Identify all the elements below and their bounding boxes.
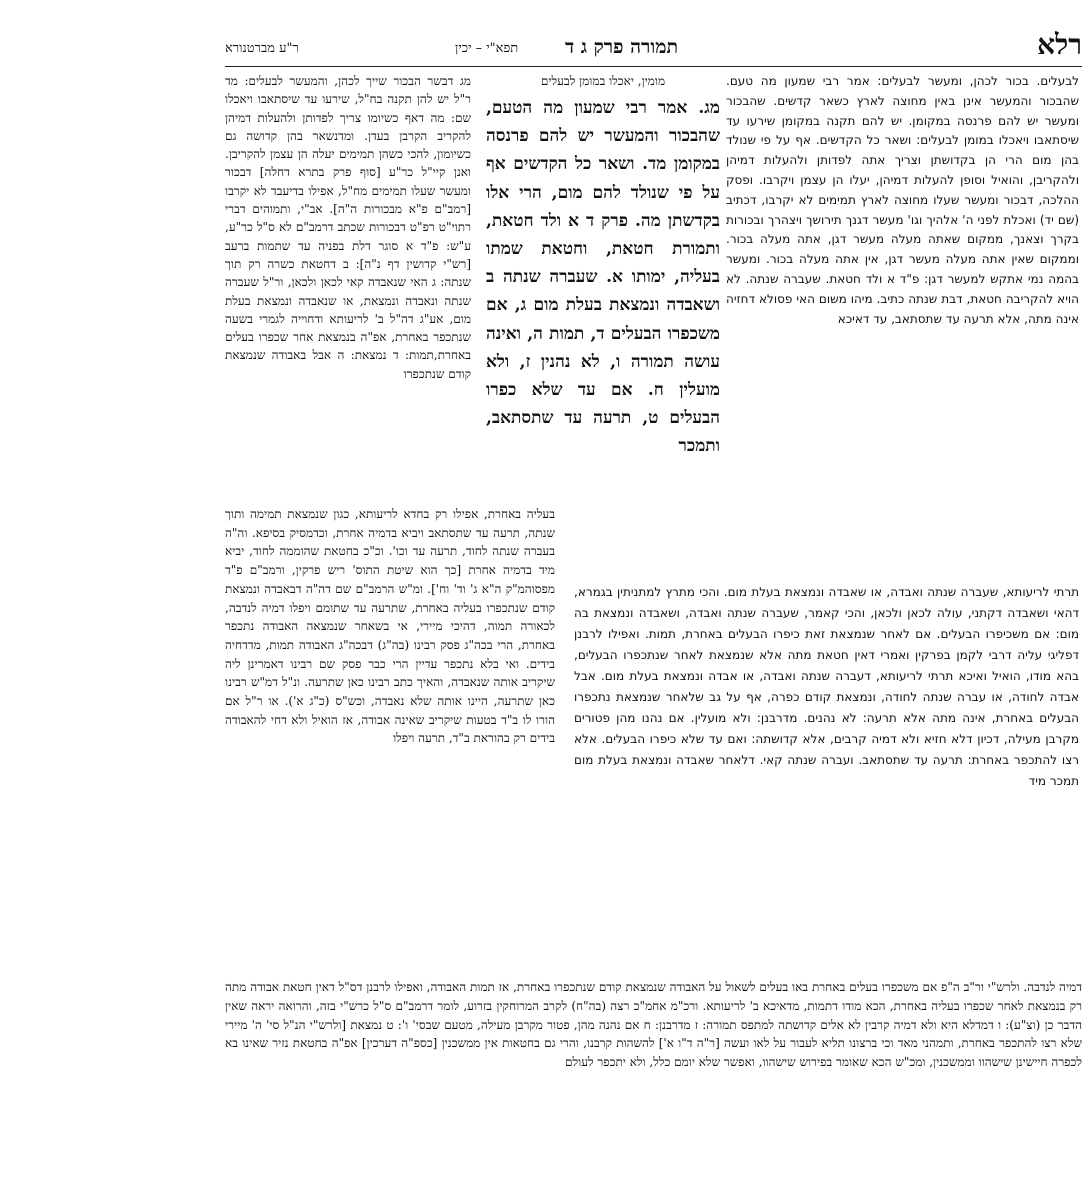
bartenura-continuation-text: תרתי לריעותא, שעברה שנתה ואבדה, או שאבדה ונמצאת בעלת מום. והכי מתרץ למתניתין בגמרא, דהאי ושאבדה דקתני, עולה לכאן ולכאן, והכי קאמר, שעברה שנתה ואבדה, ושאבדה ונמצאת בה מום: אם משכיפרו הבעלים. אם לאחר שנמצאת זאת כיפרו הבעלים באחרת, תמות. ואפילו לרבנן דפליגי עליה דרבי לקמן בפרקין ואמרי דאין חטאת מתה אלא שנמצאת לאחר שנתכפרו הבעלים, בהא מודו, הואיל ואיכא תרתי לריעותא, דעברה שנתה ואבדה, או אבדה ונמצאת בעלת מום. אבל אבדה לחודה, או עברה שנתה לחודה, ונמצאת קודם כפרה, אף על גב שלאחר שנמצאת נתכפרו הבעלים באחרת, אינה מתה אלא תרעה: לא נהנים. מדרבנן: ולא מועלין. אם נהנו מהן פטורים מקרבן מעילה, דכיון דלא חזיא ולא דמיה קרבים, אלא קדושתה: ואם עד שלא כיפרו הבעלים. אלא רצו להתכפר באחרת: תרעה עד שתסתאב. ועברה שנתה קאי. דלאחר שאבדה ונמצאת בעלת מום תמכר מיד [574,585,1079,788]
page-header [225,28,1082,64]
commentator-label: ר"ע מברטנורא [225,41,299,56]
page-number: רלא [1037,28,1082,61]
bottom-commentary-text: דמיה לנדבה. ולרש"י ור"ב ה"פ אם משכפרו בעלים באחרת באו בעלים לשאול על האבודה שנמצאת קודם שנתכפרו באחרת, אז תמות האבודה, ואפילו לרבנן דס"ל דאין חטאת אבודה מתה רק בנמצאת לאחר שכפרו בעליה באחרת, הכא מודו דתמות, מדאיכא ב' לריעותא. ורכ"מ אחמ"כ רצה (בה"ח) לקרב המרוחקין בזרוע, לומר דרמב"ם ס"ל כרש"י בזה, והרואה יראה שאין הדבר כן (וצ"ע): ו דמדלא היא ולא דמיה קרבין לא אלים קדושתה למתפס תמורה: ז מדרבנן: ח אם נהנה מהן, פטור מקרבן מעילה, מטעם שבסי' ו': ט נמצאת [ולרש"י הנ"ל סי' ה' מיירי שלא רצו להתכפר באחרת, ותמהני מאד וכי ברצונו תליא לעבור על לאו ועשה [ר"ה ד"ו א'] להשהות קרבנו, והרי גם בחטאות אין ממשכנין [כספ"ה דערכין] אפ"ה בחטאת נזיר שאינו בא לכפרה חיישינן שישהוו וממשכנין, ומכ"ש הכא שאומר בפירוש שישהוו, ואפשר שלא יומם כלל, ולא יתכפר לעולם [225,980,1082,1070]
tractate-chapter-title: תמורה פרק ג ד [565,36,679,58]
mishnah-text: מג. אמר רבי שמעון מה הטעם, שהבכור והמעשר יש להם פרנסה במקומן מד. ושאר כל הקדשים אף על פי שנולד להם מום, הרי אלו בקדשתן מה. פרק ד א ולד חטאת, ותמורת חטאת, וחטאת שמתו בעליה, ימותו א. שעברה שנתה ב ושאבדה ונמצאת בעלת מום ג, אם משכפרו הבעלים ד, תמות ה, ואינה עושה תמורה ו, לא נהנין ז, ולא מועלין ח. אם עד שלא כפרו הבעלים ט, תרעה עד שתסתאב, ותמכר [486,98,720,457]
tifereth-text: מג דבשר הבכור שייך לכהן, והמעשר לבעלים: מד ר"ל יש להן תקנה בח"ל, שירעו עד שיסתאבו ויאכלו שם: מה דאף כשיומו צריך לפדותן ולהעלות דמיהן להקריב הקרבן בעדן. ומדנשאר בהן קדושה גם כשיומון, להכי כשהן תמימים יעלה הן עצמן להקריבן. ואנן קיי"ל כר"ע [סוף פרק בתרא דחלה] דבכור ומעשר שעלו תמימים מח"ל, אפילו בדיעבד לא יקרבו [רמב"ם פ"א מבכורות ה"ה]. אב"י, ותמוהים דברי רתוי"ט רפ"ט דבכורות שכתב דרמב"ם לא ס"ל כר"ע, ע"ש: פ"ד א סוגר דלת בפניה עד שתמות ברעב [רש"י קדושין דף נ"ה]: ב דחטאת כשרה רק תוך שנתה: ג האי שנאבדה קאי לכאן ולכאן, ור"ל שעברה שנתה ונאבדה ונמצאת, או שנאבדה ונמצאת בעלת מום, אע"ג דה"ל ב' לריעותא ודחוייה לגמרי בשעה שנתכפר באחרת, אפ"ה בנמצאת אחר שכפרו בעלים באחרת,תמות: ד נמצאת: ה אבל באבודה שנמצאת קודם שנתכפרו [225,74,471,381]
tifereth-continuation-text: בעליה באחרת, אפילו רק בחדא לריעותא, כגון שנמצאת תמימה ותוך שנתה, תרעה עד שתסתאב ויביא בדמיה אחרת, וכדמסיק בסיפא. וה"ה בעברה שנתה לחוד, תרעה עד וכו'. וכ"כ בחטאת שהוממה לחוד, יביא מיד בדמיה אחרת [כך הוא שיטת התוס' ריש פרקין, ורמב"ם פ"ד מפסוהמ"ק ה"א ג' וד' וח']. ומ"ש הרמב"ם שם דה"ה דבאבדה ונמצאת קודם שנתכפרו בעליה באחרת, שתרעה עד שתומם ויפלו דמיה לנדבה, לכאורה תמוה, דהיכי מיירי, אי בשאחר שנמצאה האבודה נתכפר באחרת, הרי בכה"ג פסק רבינו (בה"ג) דבכה"ג האבודה תמות, מדדחיה בידים. ואי בלא נתכפר עדיין הרי כבר פסק שם רבינו דאמרינן ליה שיקריב אותה שנאבדה, והאיך כתב רבינו כאן שתרעה. ונ"ל דמ"ש רבינו כאן שתרעה, היינו אותה שלא נאבדה, וכש"ס (כ"ג א'). או ר"ל אם הורו לו ב"ד בטעות שיקריב שאינה אבודה, אז הואיל ולא דחי להאבודה בידים רק בהוראת ב"ד, תרעה ויפלו [225,507,555,746]
tifereth-commentary-column [225,72,471,498]
bartenura-continuation-column [574,582,1079,974]
mishnah-lead-line: מומין, יאכלו במומן לבעלים [540,74,666,88]
tifereth-continuation-column [225,505,555,973]
bartenura-text: לבעלים. בכור לכהן, ומעשר לבעלים: אמר רבי שמעון מה טעם. שהבכור והמעשר אינן באין מחוצה לארץ כשאר קדשים. שהבכור ומעשר יש להם פרנסה במקומן. יש להם תקנה במקומן שירעו עד שיסתאבו ויאכלו במומן לבעלים: ושאר כל הקדשים. אף על פי שנולד בהן מום הרי הן בקדושתן וצריך אתה לפדותן ולהעלות דמיהן ולהקריבן, והואיל וסופן להעלות דמיהן, יעלו הן עצמן ויקרבו. ופסק ההלכה, דבכור ומעשר שעלו מחוצה לארץ תמימים לא יקרבו, דכתיב (שם יד) ואכלת לפני ה' אלהיך וגו' מעשר דגנך תירושך ויצהרך ובכורות בקרך וצאנך, ממקום שאתה מעלה מעשר דגן, אתה מעלה בכור. וממקום שאין אתה מעלה מעשר דגן, אין אתה מעלה בכור. ומעשר בהמה נמי אתקש למעשר דגן: פ"ד א ולד חטאת. שעברה שנתה. לא הויא להקריבה חטאת, דבת שנתה כתיב. מיהו משום האי פסולא דחזיה אינה מתה, אלא תרעה עד שתסתאב, עד דאיכא [726,74,1079,326]
header-rule [225,66,1082,67]
sub-commentary-label: תפא"י – יכין [455,41,519,56]
bartenura-commentary-column [726,72,1079,577]
bottom-commentary-block [225,978,1082,1158]
